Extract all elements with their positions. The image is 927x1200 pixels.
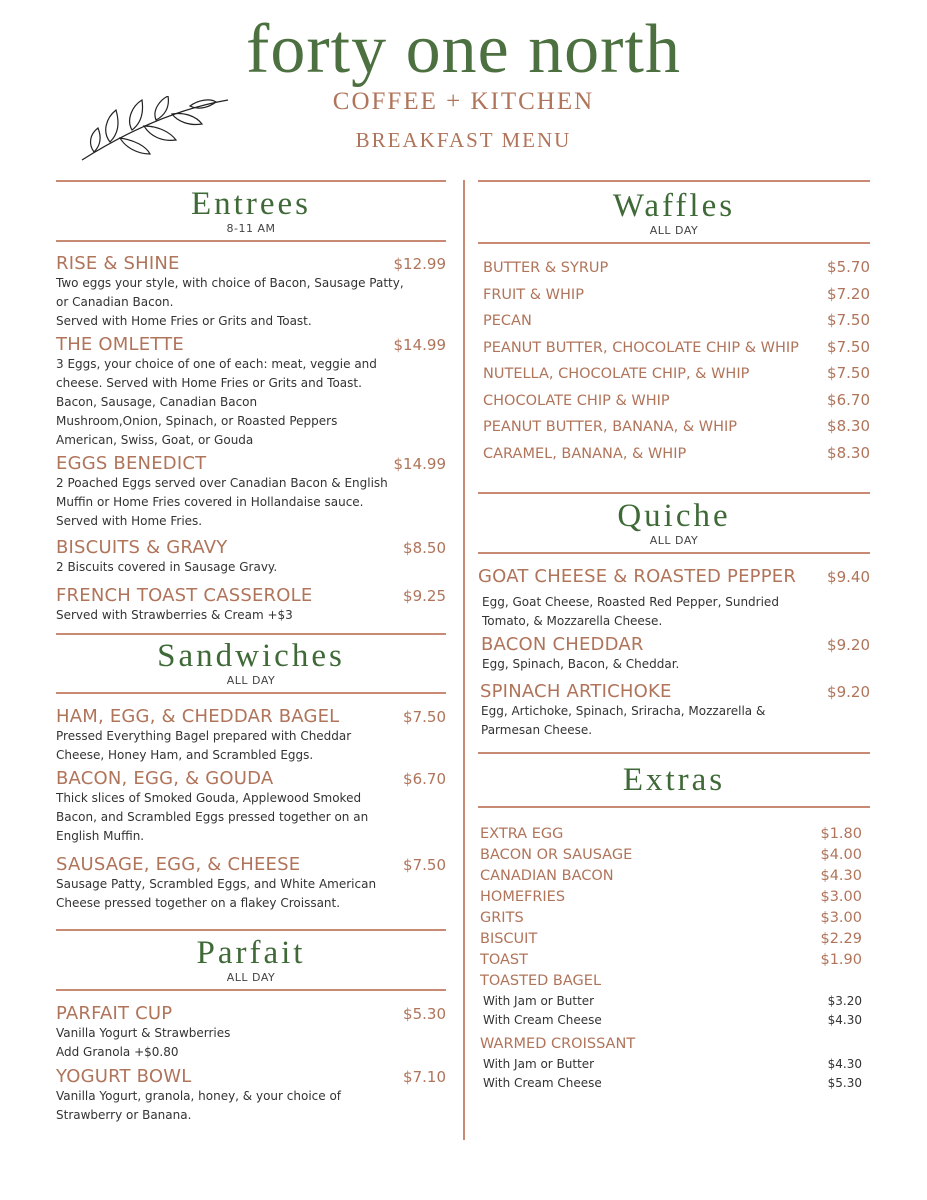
item-description: 3 Eggs, your choice of one of each: meat, veggie and cheese. Served with Home Fries or Grits and Toast. Bacon, Sausage, Canadian Bacon Mushroom,Onion, Spinach, or Roasted Peppers American, Swiss, Goat, or Gouda (56, 357, 377, 447)
menu-title: BREAKFAST MENU (355, 128, 572, 152)
quiche-title: Quiche (617, 498, 731, 534)
list-item: GRITS $3.00 (480, 910, 862, 926)
item-name: GOAT CHEESE & ROASTED PEPPER (478, 566, 797, 587)
item-price: $6.70 (403, 770, 446, 788)
list-item: EXTRA EGG $1.80 (480, 826, 862, 842)
item-name: SAUSAGE, EGG, & CHEESE (56, 854, 301, 875)
item-price: $9.40 (827, 568, 870, 586)
brand-subtitle: COFFEE + KITCHEN (332, 88, 595, 115)
leaf-branch-icon (80, 96, 230, 162)
list-item: HOMEFRIES $3.00 (480, 889, 862, 905)
item-price: $14.99 (393, 455, 446, 473)
waffles-hours: ALL DAY (649, 224, 699, 237)
right-column (478, 180, 870, 1095)
list-item: PECAN $7.50 (483, 311, 870, 329)
item-description: Pressed Everything Bagel prepared with Cheddar Cheese, Honey Ham, and Scrambled Eggs. (56, 729, 352, 762)
item-price: $14.99 (393, 336, 446, 354)
item-name: RISE & SHINE (56, 253, 180, 274)
divider (56, 633, 446, 635)
column-divider (463, 180, 465, 1140)
item-description: 2 Biscuits covered in Sausage Gravy. (56, 560, 278, 574)
left-column (56, 180, 446, 1125)
entrees-title: Entrees (191, 186, 311, 222)
brand-title: forty one north (246, 11, 681, 88)
item-description: Vanilla Yogurt & Strawberries Add Granola +$0.80 (56, 1026, 231, 1059)
menu-item-sausage-egg-cheese (56, 854, 446, 875)
list-item: NUTELLA, CHOCOLATE CHIP, & WHIP $7.50 (483, 364, 870, 382)
menu-item-parfait-cup (56, 1003, 446, 1024)
divider (478, 242, 870, 244)
item-name: FRENCH TOAST CASSEROLE (56, 585, 313, 606)
item-description: Egg, Artichoke, Spinach, Sriracha, Mozzarella & Parmesan Cheese. (481, 704, 766, 737)
divider (478, 492, 870, 494)
list-item: FRUIT & WHIP $7.20 (483, 284, 870, 303)
list-item: With Jam or Butter $3.20 (483, 994, 862, 1008)
list-item: PEANUT BUTTER, BANANA, & WHIP $8.30 (483, 417, 870, 435)
item-description: Two eggs your style, with choice of Bacon, Sausage Patty, or Canadian Bacon. Served with Home Fries or Grits and Toast. (56, 276, 404, 328)
item-price: $7.50 (403, 856, 446, 874)
item-name: SPINACH ARTICHOKE (480, 681, 672, 702)
list-item: CANADIAN BACON $4.30 (480, 868, 862, 884)
divider (56, 989, 446, 991)
menu-item-biscuits-gravy (56, 537, 446, 558)
item-price: $9.25 (403, 587, 446, 605)
sandwiches-title: Sandwiches (157, 638, 345, 674)
menu-item-french-toast (56, 585, 446, 606)
list-item: BUTTER & SYRUP $5.70 (483, 258, 870, 276)
divider (56, 929, 446, 931)
item-description: Egg, Spinach, Bacon, & Cheddar. (482, 657, 680, 671)
item-price: $8.50 (403, 539, 446, 557)
item-description: Thick slices of Smoked Gouda, Applewood Smoked Bacon, and Scrambled Eggs pressed together on an English Muffin. (56, 791, 369, 843)
list-item: With Cream Cheese $4.30 (483, 1013, 862, 1027)
extra-toasted-bagel: TOASTED BAGEL (480, 973, 602, 989)
list-item: With Cream Cheese $5.30 (483, 1076, 862, 1090)
list-item: PEANUT BUTTER, CHOCOLATE CHIP & WHIP $7.50 (483, 337, 870, 356)
menu-item-bacon-cheddar (478, 634, 870, 655)
divider (478, 180, 870, 182)
item-name: EGGS BENEDICT (56, 453, 207, 474)
menu-item-spinach-artichoke (478, 681, 870, 702)
parfait-hours: ALL DAY (226, 971, 276, 984)
divider (478, 806, 870, 808)
item-price: $9.20 (827, 636, 870, 654)
entrees-hours: 8-11 AM (226, 222, 276, 235)
item-name: THE OMLETTE (56, 334, 184, 355)
waffles-list (478, 258, 870, 470)
divider (478, 752, 870, 754)
item-description: Vanilla Yogurt, granola, honey, & your choice of Strawberry or Banana. (56, 1089, 342, 1122)
menu-item-eggs-benedict (56, 453, 446, 474)
list-item: CARAMEL, BANANA, & WHIP $8.30 (483, 443, 870, 462)
divider (56, 180, 446, 182)
item-name: BACON, EGG, & GOUDA (56, 768, 274, 789)
menu-item-omlette (56, 334, 446, 355)
item-price: $12.99 (393, 255, 446, 273)
list-item: BISCUIT $2.29 (480, 931, 862, 947)
list-item: TOAST $1.90 (480, 952, 862, 968)
parfait-title: Parfait (196, 935, 306, 971)
item-name: PARFAIT CUP (56, 1003, 173, 1024)
menu-item-rise-shine (56, 253, 446, 274)
item-price: $7.50 (403, 708, 446, 726)
extras-title: Extras (622, 762, 726, 798)
divider (56, 240, 446, 242)
menu-item-yogurt-bowl (56, 1066, 446, 1087)
list-item: CHOCOLATE CHIP & WHIP $6.70 (483, 390, 870, 409)
item-price: $5.30 (403, 1005, 446, 1023)
extra-warmed-croissant: WARMED CROISSANT (480, 1036, 636, 1052)
list-item: With Jam or Butter $4.30 (483, 1057, 862, 1071)
item-description: 2 Poached Eggs served over Canadian Bacon & English Muffin or Home Fries covered in Hollandaise sauce. Served with Home Fries. (56, 476, 388, 528)
divider (56, 692, 446, 694)
extras-list (478, 826, 870, 1095)
item-price: $9.20 (827, 683, 870, 701)
item-price: $7.10 (403, 1068, 446, 1086)
list-item: BACON OR SAUSAGE $4.00 (480, 847, 862, 863)
divider (478, 552, 870, 554)
item-description: Served with Strawberries & Cream +$3 (56, 608, 293, 622)
item-description: Sausage Patty, Scrambled Eggs, and White American Cheese pressed together on a flakey Croissant. (56, 877, 377, 910)
menu-item-ham-egg-cheddar (56, 706, 446, 727)
item-name: YOGURT BOWL (56, 1066, 192, 1087)
item-name: BACON CHEDDAR (481, 634, 644, 655)
item-name: HAM, EGG, & CHEDDAR BAGEL (56, 706, 340, 727)
quiche-hours: ALL DAY (649, 534, 699, 547)
waffles-title: Waffles (612, 188, 736, 224)
menu-item-bacon-egg-gouda (56, 768, 446, 789)
item-description: Egg, Goat Cheese, Roasted Red Pepper, Sundried Tomato, & Mozzarella Cheese. (482, 595, 779, 628)
menu-item-goat-cheese (478, 566, 870, 587)
item-name: BISCUITS & GRAVY (56, 537, 228, 558)
sandwiches-hours: ALL DAY (226, 674, 276, 687)
